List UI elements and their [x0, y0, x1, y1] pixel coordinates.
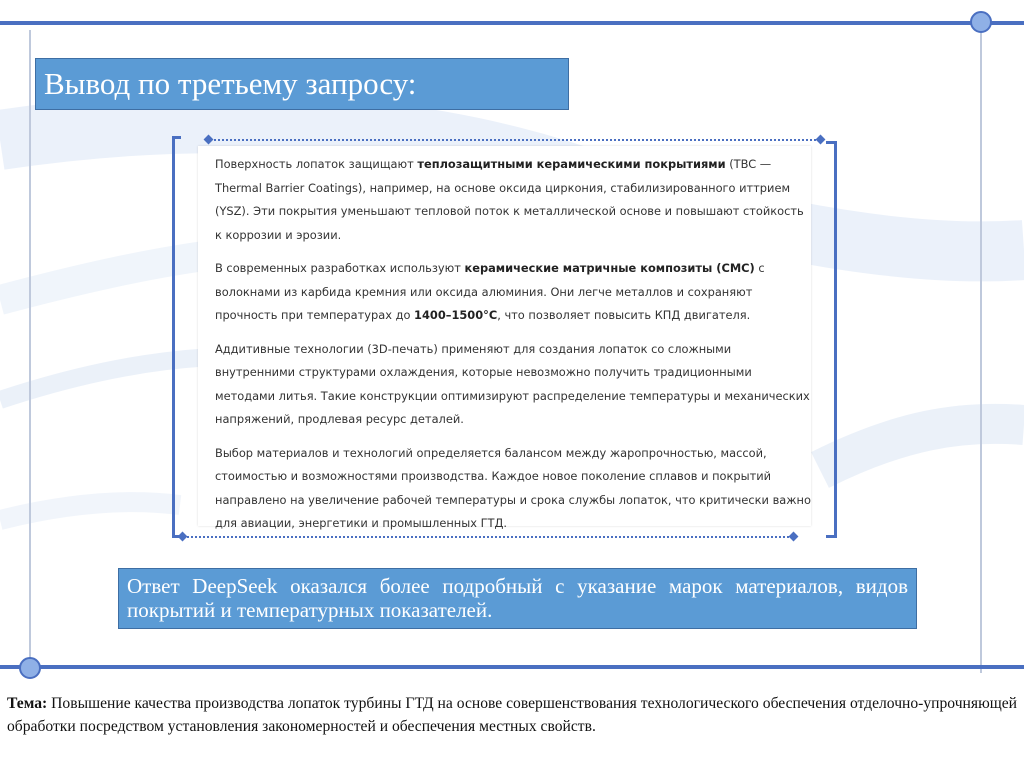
answer-text: с волокнами из карбида кремния или оксида алюминия. Они легче металлов и сохраняют прочность при температурах до — [215, 261, 765, 322]
answer-bold-text: 1400–1500°C — [414, 308, 498, 322]
answer-text: , что позволяет повысить КПД двигателя. — [497, 308, 751, 322]
right-vertical-rule — [980, 33, 982, 673]
answer-text: Аддитивные технологии (3D-печать) применяют для создания лопаток со сложными внутренними структурами охлаждения, которые невозможно получить традиционными методами литья. Такие конструкции оптимизируют распределение температуры и механических напряжений, продлевая ресурс деталей. — [215, 341, 810, 426]
theme-caption — [7, 692, 1017, 738]
answer-paragraph — [215, 442, 811, 536]
bottom-circle-ornament — [19, 657, 41, 679]
answer-text: В современных разработках используют — [215, 261, 465, 275]
answer-paragraph — [215, 338, 811, 432]
top-circle-ornament — [970, 11, 992, 33]
answer-paragraph — [215, 257, 811, 328]
deepseek-answer-text — [215, 153, 811, 546]
image-frame-top-dotted-line — [210, 139, 820, 141]
bottom-rule — [0, 665, 1024, 669]
answer-text: (TBC — Thermal Barrier Coatings), например, на основе оксида циркония, стабилизированного иттрием (YSZ). Эти покрытия уменьшают тепловой поток к металлической основе и повышают стойкость к коррозии и эрозии. — [215, 157, 804, 242]
left-vertical-rule — [29, 30, 31, 658]
slide-title: Вывод по третьему запросу: — [35, 58, 569, 110]
theme-label: Тема: — [7, 695, 48, 712]
answer-bold-text: теплозащитными керамическими покрытиями — [417, 157, 726, 171]
answer-paragraph — [215, 153, 811, 247]
image-frame-left-bracket — [172, 136, 181, 538]
answer-text: Поверхность лопаток защищают — [215, 157, 418, 171]
image-frame-right-bracket — [826, 141, 837, 538]
answer-note: Ответ DeepSeek оказался более подробный с указание марок материалов, видов покрытий и температурных показателей. — [118, 568, 917, 629]
top-rule — [0, 21, 1024, 25]
theme-text: Повышение качества производства лопаток турбины ГТД на основе совершенствования технологического обеспечения отделочно-упрочняющей обработки посредством установления закономерностей и обеспечения местных свойств. — [7, 695, 1017, 735]
answer-text: Выбор материалов и технологий определяется балансом между жаропрочностью, массой, стоимостью и возможностями производства. Каждое новое поколение сплавов и покрытий направлено на увеличение рабочей температуры и срока службы лопаток, что критически важно для авиации, энергетики и промышленных ГТД. — [215, 445, 811, 530]
answer-bold-text: керамические матричные композиты (CMC) — [464, 261, 755, 275]
